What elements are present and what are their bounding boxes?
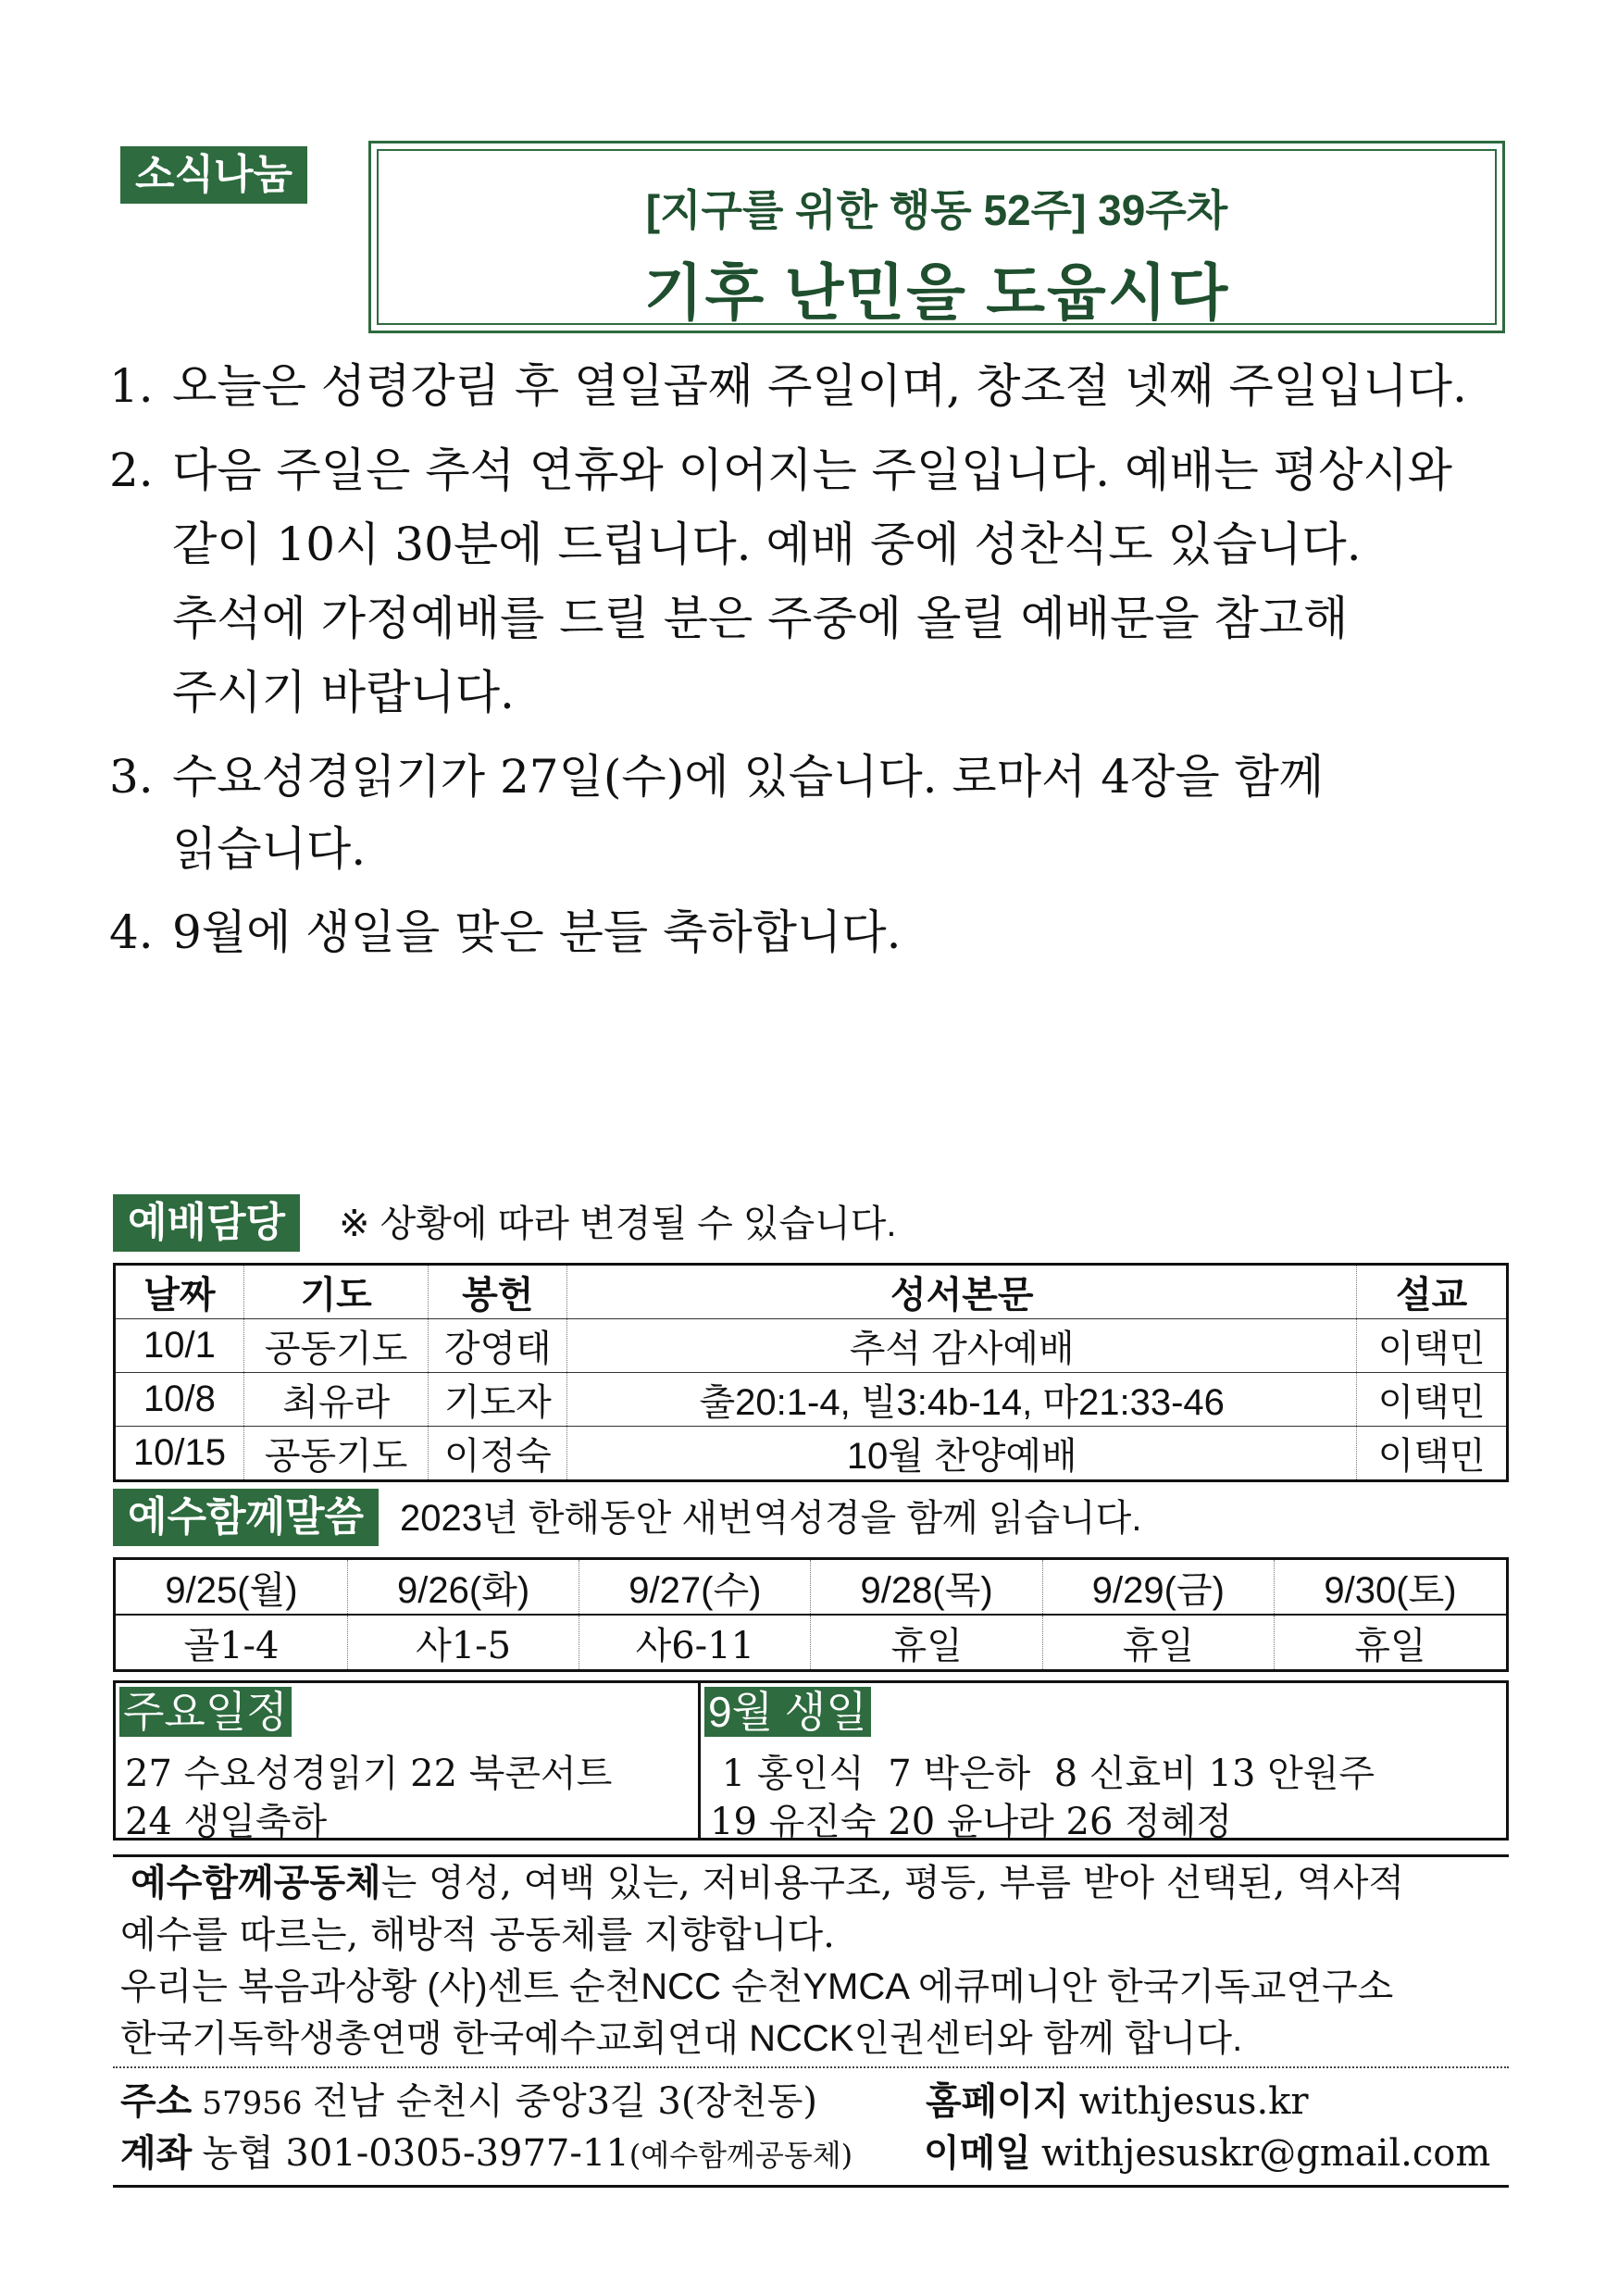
worship-label: 예배담당 <box>113 1194 300 1252</box>
reading-date: 9/29(금) <box>1042 1559 1274 1616</box>
reading-passage: 휴일 <box>811 1615 1042 1671</box>
schedule-line: 27 수요성경읽기 22 북콘서트 <box>125 1753 613 1795</box>
table-row <box>115 1373 1508 1427</box>
col-header-scripture: 성서본문 <box>567 1265 1357 1319</box>
announcement-4 <box>109 896 901 968</box>
account-label: 계좌 <box>120 2133 193 2174</box>
announcement-line: 수요성경읽기가 27일(수)에 있습니다. 로마서 4장을 함께 <box>172 750 1325 804</box>
announcement-line: 같이 10시 30분에 드립니다. 예배 중에 성찬식도 있습니다. <box>172 518 1362 571</box>
announcement-number: 4. <box>109 905 154 959</box>
homepage-label: 홈페이지 <box>926 2081 1069 2122</box>
worship-table <box>113 1263 1509 1482</box>
announcement-number: 1. <box>109 359 154 413</box>
col-header-date: 날짜 <box>115 1265 244 1319</box>
account-holder: (예수함께공동체) <box>629 2138 853 2173</box>
address-label: 주소 <box>120 2081 193 2122</box>
table-row <box>115 1427 1508 1481</box>
announcement-number: 2. <box>109 443 154 497</box>
cell-scripture: 출20:1-4, 빌3:4b-14, 마21:33-46 <box>567 1373 1357 1427</box>
table-row <box>115 1319 1508 1373</box>
community-name: 예수함께공동체 <box>131 1863 381 1903</box>
email-label: 이메일 <box>924 2133 1031 2174</box>
reading-label: 예수함께말씀 <box>113 1489 379 1546</box>
footer-line-1 <box>120 2074 817 2131</box>
reading-note: 2023년 한해동안 새번역성경을 함께 읽습니다. <box>400 1498 1142 1539</box>
reading-passage: 사6-11 <box>579 1615 811 1671</box>
cell-prayer: 공동기도 <box>243 1427 429 1481</box>
announcement-1 <box>109 350 1467 422</box>
mission-line-1 <box>120 1857 1404 1909</box>
mission-line-2: 예수를 따르는, 해방적 공동체를 지향합니다. <box>120 1914 835 1956</box>
cell-offering: 기도자 <box>429 1373 567 1427</box>
schedule-box <box>113 1680 701 1841</box>
email-link[interactable]: withjesuskr@gmail.com <box>1041 2132 1491 2175</box>
announcement-line: 읽습니다. <box>172 822 367 876</box>
reading-passage: 휴일 <box>1042 1615 1274 1671</box>
title-inner-frame <box>377 149 1497 325</box>
cell-offering: 이정숙 <box>429 1427 567 1481</box>
account-value: 농협 301-0305-3977-11 <box>202 2132 629 2175</box>
col-header-prayer: 기도 <box>243 1265 429 1319</box>
cell-sermon: 이택민 <box>1357 1373 1508 1427</box>
address-postcode: 57956 <box>202 2085 303 2122</box>
cell-sermon: 이택민 <box>1357 1427 1508 1481</box>
reading-table <box>113 1557 1509 1672</box>
reading-passage: 골1-4 <box>115 1615 348 1671</box>
birthday-line: 1 홍인식 7 박은하 8 신효비 13 안원주 <box>710 1753 1375 1795</box>
cell-sermon: 이택민 <box>1357 1319 1508 1373</box>
news-label: 소식나눔 <box>120 146 307 204</box>
schedule-line: 24 생일축하 <box>125 1801 328 1843</box>
cell-prayer: 공동기도 <box>243 1319 429 1373</box>
reading-date: 9/30(토) <box>1274 1559 1507 1616</box>
reading-passages-row <box>115 1615 1508 1671</box>
announcement-line: 주시기 바랍니다. <box>172 666 515 719</box>
cell-date: 10/8 <box>115 1373 244 1427</box>
worship-note: ※ 상황에 따라 변경될 수 있습니다. <box>339 1204 897 1244</box>
cell-date: 10/15 <box>115 1427 244 1481</box>
footer-line-2 <box>120 2126 853 2183</box>
reading-passage: 사1-5 <box>347 1615 579 1671</box>
col-header-sermon: 설교 <box>1357 1265 1508 1319</box>
footer-divider <box>113 2185 1509 2188</box>
announcement-2 <box>109 433 1452 730</box>
cell-offering: 강영태 <box>429 1319 567 1373</box>
birthday-label: 9월 생일 <box>704 1687 871 1737</box>
cell-scripture: 10월 찬양예배 <box>567 1427 1357 1481</box>
mission-line-3: 우리는 복음과상황 (사)센트 순천NCC 순천YMCA 에큐메니안 한국기독교연구소 <box>120 1966 1394 2007</box>
homepage-link[interactable]: withjesus.kr <box>1078 2080 1309 2123</box>
announcement-line: 다음 주일은 추석 연휴와 이어지는 주일입니다. 예배는 평상시와 <box>172 443 1452 497</box>
reading-passage: 휴일 <box>1354 1624 1426 1667</box>
reading-date: 9/28(목) <box>811 1559 1042 1616</box>
table-header-row <box>115 1265 1508 1319</box>
birthday-line: 19 유진숙 20 윤나라 26 정혜정 <box>710 1801 1233 1843</box>
mission-divider-bottom <box>113 2066 1509 2068</box>
announcement-number: 3. <box>109 750 154 804</box>
mission-line-4: 한국기독학생총연맹 한국예수교회연대 NCCK인권센터와 함께 합니다. <box>120 2018 1243 2059</box>
col-header-offering: 봉헌 <box>429 1265 567 1319</box>
announcement-line: 9월에 생일을 맞은 분들 축하합니다. <box>172 905 902 959</box>
address-value: 전남 순천시 중앙3길 3(장천동) <box>312 2080 817 2123</box>
reading-date: 9/27(수) <box>579 1559 811 1616</box>
schedule-label: 주요일정 <box>119 1687 292 1737</box>
announcement-line: 오늘은 성령강림 후 열일곱째 주일이며, 창조절 넷째 주일입니다. <box>172 359 1467 413</box>
mission-text: 는 영성, 여백 있는, 저비용구조, 평등, 부름 받아 선택된, 역사적 <box>380 1862 1404 1904</box>
campaign-subtitle: [지구를 위한 행동 52주] 39주차 <box>645 186 1228 234</box>
reading-date: 9/26(화) <box>347 1559 579 1616</box>
announcement-line: 추석에 가정예배를 드릴 분은 주중에 올릴 예배문을 참고해 <box>172 592 1349 645</box>
campaign-title: 기후 난민을 도웁시다 <box>643 258 1230 327</box>
birthday-box <box>698 1680 1509 1841</box>
announcement-3 <box>109 741 1324 885</box>
cell-prayer: 최유라 <box>243 1373 429 1427</box>
title-box <box>368 141 1505 333</box>
footer-homepage <box>926 2074 1309 2129</box>
footer-email <box>924 2126 1490 2181</box>
cell-date: 10/1 <box>115 1319 244 1373</box>
cell-scripture: 추석 감사예배 <box>567 1319 1357 1373</box>
reading-date: 9/25(월) <box>115 1559 348 1616</box>
reading-dates-row <box>115 1559 1508 1616</box>
